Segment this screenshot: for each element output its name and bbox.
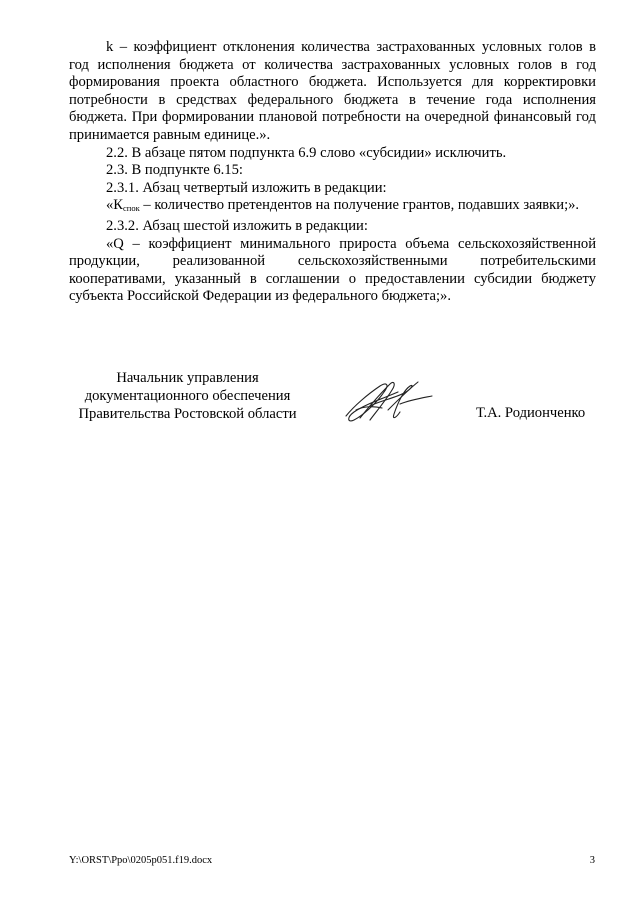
item-2-3: 2.3. В подпункте 6.15: bbox=[106, 162, 243, 179]
document-body bbox=[69, 39, 596, 306]
paragraph-k-coefficient: k – коэффициент отклонения количества застрахованных условных голов в год исполнения бюджета от количества застрахованных условных голов в год формирования проекта областного бюджета. Используется для корректировки потребности в средствах федерального бюджета в течение года исполнения бюджета. При формировании плановой потребности на очередной финансовый год принимается равным единице.». bbox=[69, 39, 596, 143]
position-line-3: Правительства Ростовской области bbox=[78, 406, 297, 422]
signer-name: Т.А. Родионченко bbox=[476, 405, 586, 421]
signer-position bbox=[65, 369, 310, 423]
position-line-2: документационного обеспечения bbox=[84, 388, 291, 404]
handwritten-signature bbox=[340, 376, 440, 426]
k-spok-open: «К bbox=[106, 197, 124, 214]
k-spok-rest: – количество претендентов на получение грантов, подавших заявки;». bbox=[139, 197, 580, 214]
paragraph-q-coefficient: «Q – коэффициент минимального прироста объема сельскохозяйственной продукции, реализованной сельскохозяйственными потребительскими кооперативами, указанный в соглашении о предоставлении субсидии бюджету субъекта Российской Федерации из федерального бюджета;». bbox=[69, 235, 596, 305]
footer-file-path: Y:\ORST\Ppo\0205p051.f19.docx bbox=[69, 855, 213, 866]
k-spok-subscript: спок bbox=[123, 203, 140, 214]
position-line-1: Начальник управления bbox=[116, 370, 259, 386]
item-2-3-2: 2.3.2. Абзац шестой изложить в редакции: bbox=[106, 217, 368, 234]
page-number: 3 bbox=[589, 855, 595, 866]
item-2-3-1: 2.3.1. Абзац четвертый изложить в редакции: bbox=[106, 179, 387, 196]
paragraph-k-spok bbox=[69, 197, 596, 218]
item-2-2: 2.2. В абзаце пятом подпункта 6.9 слово «субсидии» исключить. bbox=[106, 144, 507, 161]
